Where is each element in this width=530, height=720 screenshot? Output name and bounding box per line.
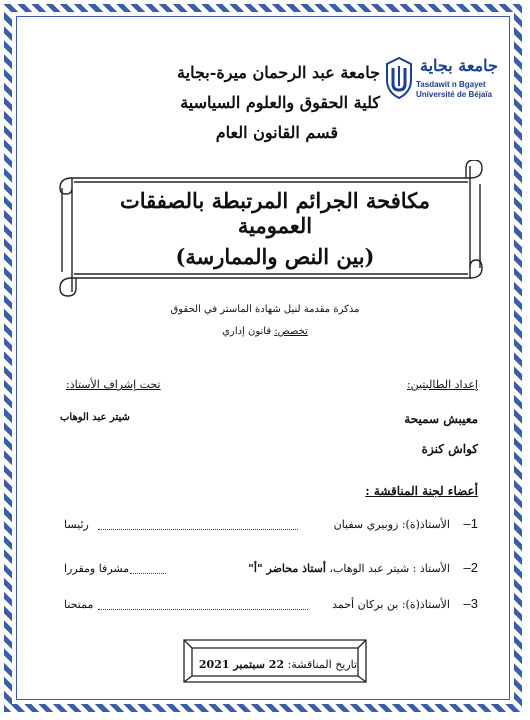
university-logo bbox=[384, 56, 502, 116]
member-number: 3– bbox=[463, 596, 478, 611]
committee-heading: أعضاء لجنة المناقشة : bbox=[365, 484, 478, 498]
students-heading: إعداد الطالبتين: bbox=[406, 378, 478, 391]
member-name: الأستاذ(ة): بن بركان أحمد bbox=[332, 598, 450, 611]
defense-date-value: 22 سبتمبر 2021 bbox=[198, 658, 285, 671]
memo-description: مذكرة مقدمة لنيل شهادة الماستر في الحقوق bbox=[170, 304, 360, 315]
logo-kabyle-name: Tasdawit n Bgayet bbox=[416, 80, 486, 89]
faculty-name: كلية الحقوق والعلوم السياسية bbox=[180, 93, 380, 112]
member-name: الأستاذ : شيتر عبد الوهاب، bbox=[325, 562, 450, 575]
logo-emblem-icon bbox=[384, 56, 414, 100]
defense-date bbox=[198, 658, 358, 671]
defense-date-label: تاريخ المناقشة: bbox=[284, 658, 358, 671]
committee-member-1 bbox=[52, 516, 478, 538]
dotted-leader bbox=[98, 528, 298, 530]
dotted-leader bbox=[98, 608, 308, 610]
title-scroll bbox=[50, 160, 490, 300]
supervisor-name: شيتر عبد الوهاب bbox=[60, 412, 130, 423]
committee-member-3 bbox=[52, 596, 478, 618]
logo-arabic-name: جامعة بجاية bbox=[420, 56, 498, 75]
logo-french-name: Université de Béjaïa bbox=[416, 90, 493, 99]
university-name: جامعة عبد الرحمان ميرة-بجاية bbox=[177, 63, 380, 82]
member-rank: أستاذ محاضر "أ" bbox=[248, 562, 326, 575]
specialty-label: تخصص: bbox=[274, 326, 308, 337]
specialty bbox=[0, 326, 530, 337]
thesis-title: مكافحة الجرائم المرتبطة بالصفقات العمومية bbox=[120, 188, 430, 238]
student-name-1: معيبش سميحة bbox=[404, 412, 478, 426]
specialty-value: قانون إداري bbox=[222, 326, 275, 337]
defense-date-box bbox=[180, 636, 370, 686]
member-role: رئيسا bbox=[64, 518, 89, 531]
dotted-leader bbox=[130, 572, 166, 574]
member-number: 1– bbox=[463, 516, 478, 531]
supervisor-heading: تحت إشراف الأستاذ: bbox=[66, 378, 161, 391]
institution-header bbox=[140, 58, 380, 148]
student-name-2: كواش كنزة bbox=[421, 442, 478, 456]
thesis-subtitle: (بين النص والممارسة) bbox=[175, 244, 375, 269]
member-name-line bbox=[248, 562, 450, 575]
member-role: مشرفا ومقررا bbox=[64, 562, 130, 575]
member-role: ممتحنا bbox=[64, 598, 94, 611]
member-number: 2– bbox=[463, 560, 478, 575]
committee-member-2 bbox=[52, 560, 478, 582]
department-name: قسم القانون العام bbox=[215, 123, 338, 142]
member-name: الأستاذ(ة): زوبيري سفيان bbox=[333, 518, 450, 531]
